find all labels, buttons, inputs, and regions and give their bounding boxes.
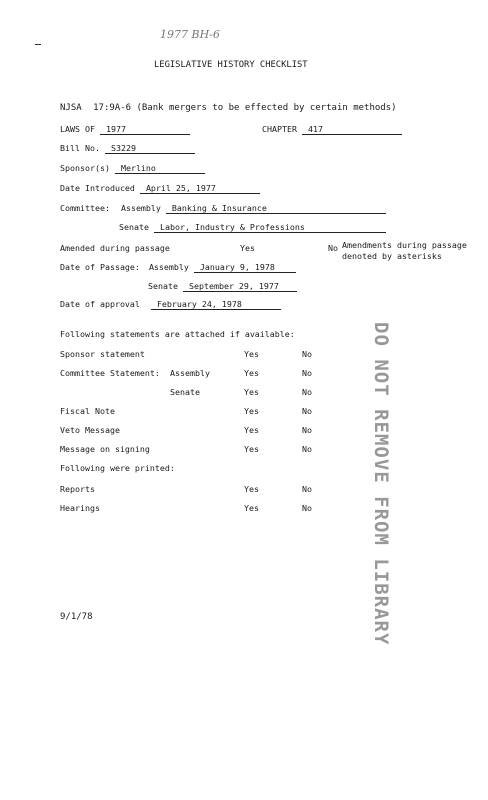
chapter-row [262,124,402,135]
statement-sub: Assembly [170,368,210,378]
footer-date: 9/1/78 [60,612,93,622]
passage-label: Date of Passage: [60,262,140,272]
amended-note-line2: denoted by asterisks [342,251,442,261]
handwritten-serial: 1977 BH-6 [160,28,220,41]
printed-label: Reports [60,484,95,494]
passage-assembly-label: Assembly [148,262,189,272]
statement-sub: Senate [170,387,200,397]
bill-no-row [60,143,195,154]
laws-of-row [60,124,190,135]
committee-row [60,203,386,214]
amended-label: Amended during passage [60,243,170,253]
committee-senate-label: Senate [119,222,149,232]
margin-mark [35,44,41,45]
statement-label: Veto Message [60,425,120,435]
date-introduced-value: April 25, 1977 [140,183,260,194]
printed-no: No [302,503,312,513]
printed-heading: Following were printed: [60,463,175,473]
passage-assembly-row [60,262,296,273]
page-title: LEGISLATIVE HISTORY CHECKLIST [154,60,308,70]
statement-label: Committee Statement: [60,368,160,378]
statement-no: No [302,349,312,359]
bill-no-label: Bill No. [60,143,100,153]
statement-label: Fiscal Note [60,406,115,416]
passage-assembly-value: January 9, 1978 [194,262,296,273]
chapter-label: CHAPTER [262,124,297,134]
statement-yes: Yes [244,368,259,378]
laws-of-label: LAWS OF [60,124,95,134]
passage-senate-label: Senate [148,281,178,291]
committee-assembly-label: Assembly [120,203,161,213]
committee-senate-row [119,222,386,233]
committee-assembly-value: Banking & Insurance [166,203,386,214]
statement-no: No [302,444,312,454]
committee-label: Committee: [60,203,110,213]
amended-no: No [328,243,338,253]
njsa-value: 17:9A-6 (Bank mergers to be effected by certain methods) [93,103,397,113]
approval-row [60,299,281,310]
njsa-label: NJSA [60,103,82,113]
date-introduced-row [60,183,260,194]
statement-yes: Yes [244,387,259,397]
amended-note-line1: Amendments during passage [342,240,467,250]
statement-no: No [302,387,312,397]
library-stamp: DO NOT REMOVE FROM LIBRARY [370,322,392,646]
sponsor-row [60,163,205,174]
statement-yes: Yes [244,349,259,359]
committee-senate-value: Labor, Industry & Professions [154,222,386,233]
date-introduced-label: Date Introduced [60,183,135,193]
approval-value: February 24, 1978 [151,299,281,310]
printed-yes: Yes [244,503,259,513]
statement-yes: Yes [244,406,259,416]
statement-yes: Yes [244,425,259,435]
sponsor-label: Sponsor(s) [60,163,110,173]
statement-label: Message on signing [60,444,150,454]
printed-yes: Yes [244,484,259,494]
printed-no: No [302,484,312,494]
approval-label: Date of approval [60,299,140,309]
statement-no: No [302,425,312,435]
bill-no-value: S3229 [105,143,195,154]
amended-note [342,240,467,262]
sponsor-value: Merlino [115,163,205,174]
statement-yes: Yes [244,444,259,454]
passage-senate-row [148,281,297,292]
chapter-value: 417 [302,124,402,135]
amended-yes: Yes [240,243,255,253]
statement-label: Sponsor statement [60,349,145,359]
passage-senate-value: September 29, 1977 [183,281,297,292]
printed-label: Hearings [60,503,100,513]
laws-of-value: 1977 [100,124,190,135]
statement-no: No [302,406,312,416]
attached-heading: Following statements are attached if available: [60,329,295,339]
statement-no: No [302,368,312,378]
njsa-row [60,103,397,113]
